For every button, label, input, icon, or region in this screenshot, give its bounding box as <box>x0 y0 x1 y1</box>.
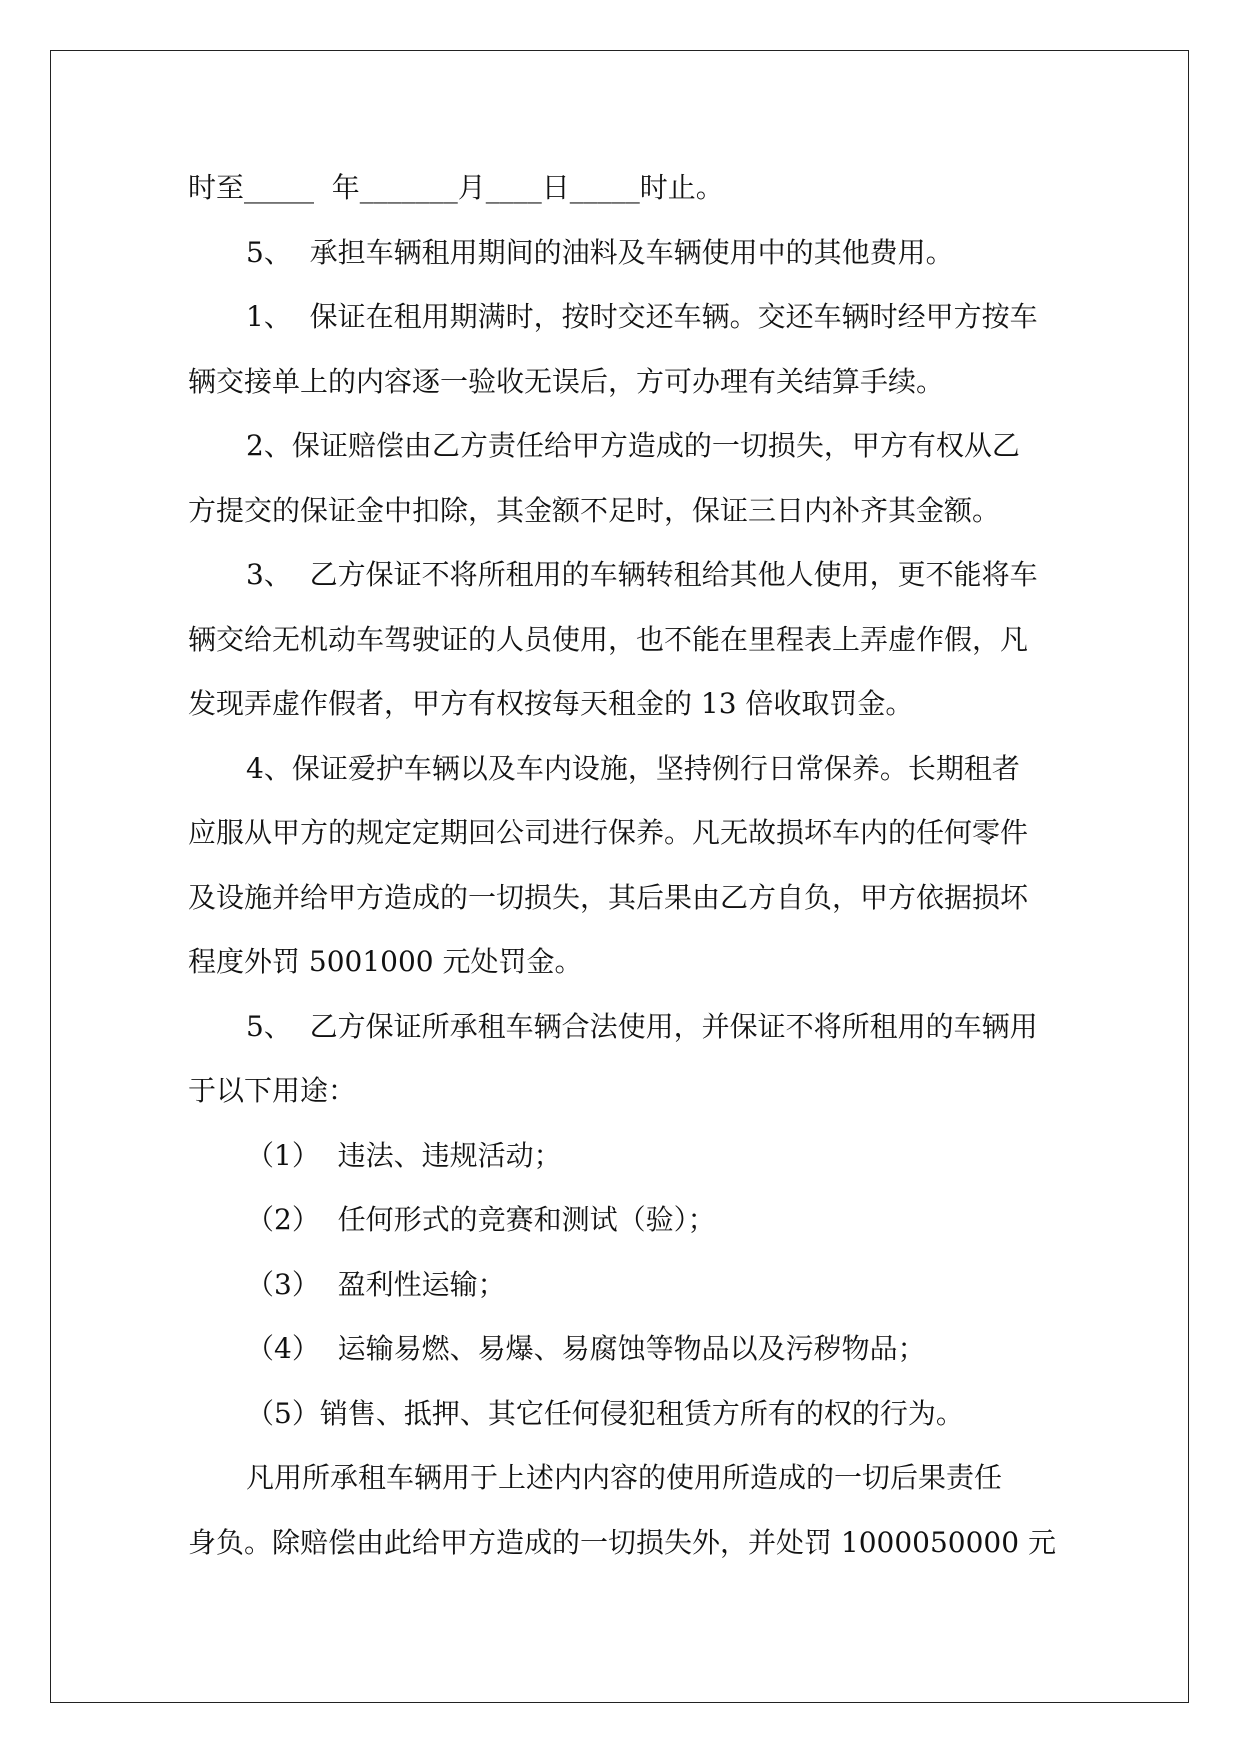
list-item-1: （1） 违法、违规活动； <box>246 1138 562 1172</box>
text-line-13: 程度外罚 5001000 元处罚金。 <box>188 945 583 978</box>
text-line-15: 于以下用途： <box>188 1074 357 1107</box>
text-line-9: 发现弄虚作假者，甲方有权按每天租金的 13 倍收取罚金。 <box>188 687 914 720</box>
list-item-4: （4） 运输易燃、易爆、易腐蚀等物品以及污秽物品； <box>246 1332 926 1365</box>
document-body <box>188 156 1058 1575</box>
text-line-14: 5、 乙方保证所承租车辆合法使用，并保证不将所租用的车辆用 <box>246 1009 1038 1043</box>
text-line-1: 时至_____ 年_______月____日_____时止。 <box>188 171 724 204</box>
text-line-22: 身负。除赔偿由此给甲方造成的一切损失外，并处罚 1000050000 元 <box>188 1525 1056 1559</box>
list-item-2: （2） 任何形式的竞赛和测试（验）； <box>246 1203 716 1236</box>
text-line-4: 辆交接单上的内容逐一验收无误后，方可办理有关结算手续。 <box>188 364 945 398</box>
text-line-3: 1、 保证在租用期满时，按时交还车辆。交还车辆时经甲方按车 <box>246 300 1038 333</box>
text-line-5: 2、保证赔偿由乙方责任给甲方造成的一切损失，甲方有权从乙 <box>246 429 1020 462</box>
text-line-6: 方提交的保证金中扣除，其金额不足时，保证三日内补齐其金额。 <box>188 493 1001 527</box>
text-line-10: 4、保证爱护车辆以及车内设施，坚持例行日常保养。长期租者 <box>246 751 1020 785</box>
list-item-5: （5）销售、抵押、其它任何侵犯租赁方所有的权的行为。 <box>246 1396 964 1430</box>
text-line-2: 5、 承担车辆租用期间的油料及车辆使用中的其他费用。 <box>246 235 954 269</box>
text-line-8: 辆交给无机动车驾驶证的人员使用，也不能在里程表上弄虚作假，凡 <box>188 622 1029 656</box>
text-line-11: 应服从甲方的规定定期回公司进行保养。凡无故损坏车内的任何零件 <box>188 816 1029 849</box>
text-line-21: 凡用所承租车辆用于上述内内容的使用所造成的一切后果责任 <box>246 1461 1003 1494</box>
text-line-12: 及设施并给甲方造成的一切损失，其后果由乙方自负，甲方依据损坏 <box>188 880 1029 914</box>
text-line-7: 3、 乙方保证不将所租用的车辆转租给其他人使用，更不能将车 <box>246 558 1038 591</box>
list-item-3: （3） 盈利性运输； <box>246 1267 506 1301</box>
